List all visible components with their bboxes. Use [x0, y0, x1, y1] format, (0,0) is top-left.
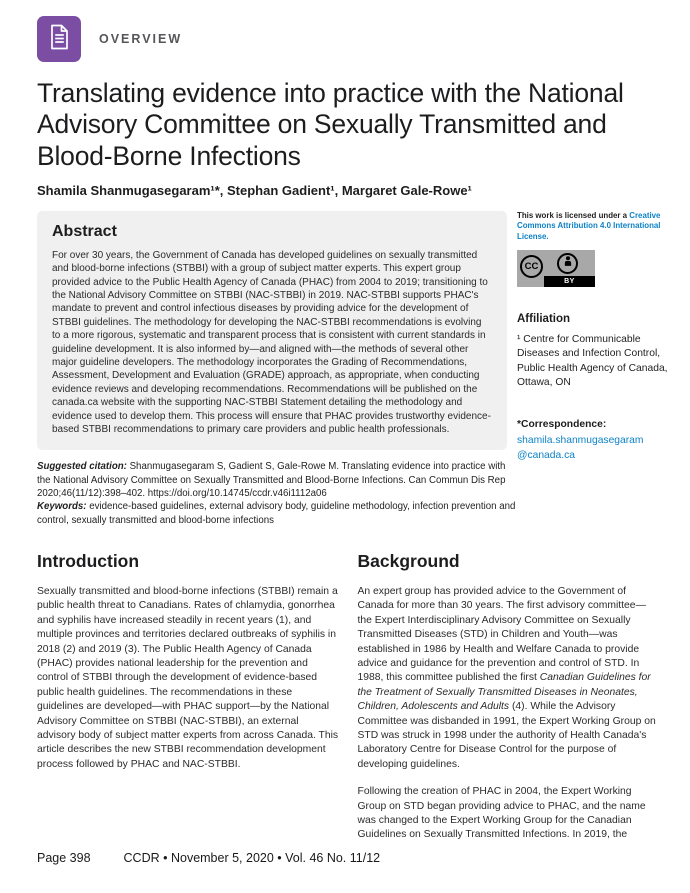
affiliation-heading: Affiliation: [517, 312, 571, 325]
main-left-column: [37, 211, 516, 527]
section-background: [358, 551, 661, 856]
license-note: [517, 211, 669, 243]
abstract-box: [37, 211, 507, 451]
keywords-text: evidence-based guidelines, external advisory body, guideline methodology, infection prevention and control, sexually transmitted and blood-borne infections: [37, 501, 516, 526]
document-icon: [49, 24, 70, 55]
header: [37, 14, 660, 64]
abstract-body: For over 30 years, the Government of Canada has developed guidelines on sexually transmitted and blood-borne infections (STBBI) with a group of subject matter experts. This expert group provided advice to the Public Health Agency of Canada (PHAC) from 2004 to 2019; transitioning to the National Advisory Committee on STBBI (NAC-STBBI) in 2019. NAC-STBBI supports PHAC's mandate to prevent and control infectious diseases by providing advice for the development of STBBI guidelines. The methodology for developing the NAC-STBBI recommendations is evolving to a more rigorous, systematic and transparent process that is consistent with current standards in guideline development. It is also informed by—and aligned with—the methods of several other major guideline developers. The methodology incorporates the Grading of Recommendations, Assessment, Development and Evaluation (GRADE) approach, as appropriate, when conducting evidence reviews and developing recommendations. Recommendations will be published on the canada.ca website with the supporting NAC-STBBI Statement detailing the methodology and evidence used to develop them. This process will ensure that PHAC provides trustworthy evidence-based STBBI recommendations to primary care providers and public health professionals.: [52, 249, 491, 436]
journal-issue-line: CCDR • November 5, 2020 • Vol. 46 No. 11/12: [123, 851, 381, 865]
introduction-paragraph: Sexually transmitted and blood-borne infections (STBBI) remain a public health threat to Canadians. Rates of chlamydia, gonorrhea and syphilis have increased steadily in recent years (1), and multiple provinces and territories declared outbreaks of syphilis in 2018 (2) and 2019 (3). The Public Health Agency of Canada (PHAC) provides national leadership for the prevention and control of STBBI through the development of evidence-based public health guidelines. The recommendations in these guidelines are developed—with PHAC support—by the National Advisory Committee on STBBI (NAC-STBBI), an external advisory body of subject matter experts from across Canada. This article describes the new STBBI recommendation development process followed by PHAC and NAC-STBBI.: [37, 585, 339, 770]
citation-block: [37, 460, 519, 526]
correspondence-label: *Correspondence:: [517, 418, 607, 430]
background-para1-guideline-title: Canadian Guidelines for the Treatment of Sexually Transmitted Diseases in Neonates, Children, Adolescents and Adults: [357, 672, 651, 713]
abstract-heading: Abstract: [52, 222, 117, 240]
license-link[interactable]: Creative Commons Attribution 4.0 International License.: [517, 210, 661, 241]
cc-person-icon: [562, 254, 574, 272]
article-title: Translating evidence into practice with the National Advisory Committee on Sexually Transmitted and Blood-Borne Infections: [37, 78, 624, 171]
background-para1-text: An expert group has provided advice to the Government of Canada for more than 30 years. The first advisory committee—the Expert Interdisciplinary Advisory Committee on Sexually Transmitted Diseases (STD) in Children and Youth—was established in 1986 by Health and Welfare Canada to provide advice and guidance for the prevention and control of STD. In 1988, this committee published the first: [357, 585, 646, 684]
main-row: [37, 210, 668, 527]
background-heading: Background: [357, 550, 460, 571]
background-para1-continued: (4). While the Advisory Committee was disbanded in 1991, the Expert Working Group on STD was struck in 1998 under the authority of Health Canada's Laboratory Centre for Disease Control for the purpose of developing guidelines.: [357, 701, 656, 770]
body-columns: [37, 551, 660, 856]
citation-label: Suggested citation:: [37, 461, 127, 473]
citation-text: Shanmugasegaram S, Gadient S, Gale-Rowe M. Translating evidence into practice with the National Advisory Committee on Sexually Transmitted and Blood-Borne Infections. Can Commun Dis Rep 2020;46(11/12):398–402. https://doi.org/10.14745/ccdr.v46i1112a06: [37, 461, 506, 500]
keywords-label: Keywords:: [37, 501, 87, 513]
background-paragraph-1: [358, 585, 661, 772]
affiliation-text: ¹ Centre for Communicable Diseases and Infection Control, Public Health Agency of Canada, Ottawa, ON: [517, 333, 668, 389]
cc-by-strip: BY: [544, 276, 595, 287]
background-paragraph-2: Following the creation of PHAC in 2004, the Expert Working Group on STD began providing advice to PHAC, and the name was changed to the Expert Working Group for the Canadian Guidelines on Sexually Transmitted Infections. In 2019, the: [357, 786, 646, 841]
overview-badge: [37, 16, 81, 62]
cc-by-badge[interactable]: [517, 250, 595, 287]
overview-kicker: OVERVIEW: [99, 32, 183, 46]
section-introduction: [37, 551, 340, 856]
introduction-heading: Introduction: [37, 550, 140, 571]
sidebar: [517, 211, 672, 527]
license-prefix: This work is licensed under a: [517, 210, 628, 220]
cc-logo-circle: CC: [520, 255, 543, 278]
page-number: Page 398: [37, 851, 91, 865]
correspondence-email-link[interactable]: shamila.shanmugasegaram@canada.ca: [517, 434, 644, 461]
footer: [37, 851, 380, 865]
cc-attribution-circle: [557, 253, 578, 274]
article-authors: Shamila Shanmugasegaram¹*, Stephan Gadient¹, Margaret Gale-Rowe¹: [37, 182, 472, 198]
